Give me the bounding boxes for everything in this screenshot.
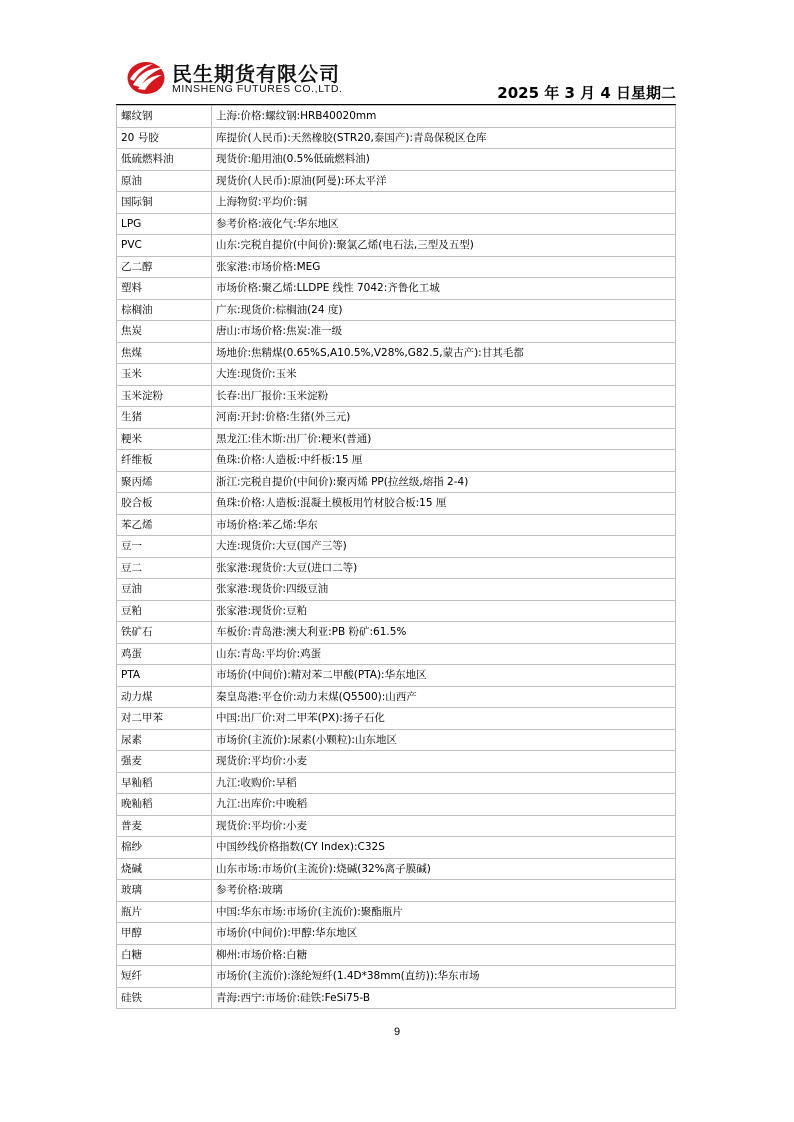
price-source-cell: 市场价(主流价):尿素(小颗粒):山东地区 — [212, 729, 676, 751]
table-row — [117, 557, 676, 579]
table-row — [117, 493, 676, 515]
commodity-name-cell: 胶合板 — [117, 493, 212, 515]
table-row — [117, 235, 676, 257]
table-row — [117, 106, 676, 128]
commodity-price-source-table — [116, 105, 676, 1009]
commodity-name-cell: 短纤 — [117, 966, 212, 988]
table-row — [117, 880, 676, 902]
commodity-name-cell: 动力煤 — [117, 686, 212, 708]
commodity-name-cell: 生猪 — [117, 407, 212, 429]
table-row — [117, 450, 676, 472]
commodity-name-cell: 硅铁 — [117, 987, 212, 1009]
price-source-cell: 上海:价格:螺纹钢:HRB40020mm — [212, 106, 676, 128]
commodity-name-cell: 甲醇 — [117, 923, 212, 945]
commodity-name-cell: 粳米 — [117, 428, 212, 450]
price-source-cell: 山东:完税自提价(中间价):聚氯乙烯(电石法,三型及五型) — [212, 235, 676, 257]
table-row — [117, 407, 676, 429]
price-source-cell: 山东:青岛:平均价:鸡蛋 — [212, 643, 676, 665]
table-row — [117, 600, 676, 622]
table-row — [117, 966, 676, 988]
price-source-cell: 长春:出厂报价:玉米淀粉 — [212, 385, 676, 407]
page-header — [116, 54, 676, 104]
table-row — [117, 278, 676, 300]
commodity-name-cell: 塑料 — [117, 278, 212, 300]
table-row — [117, 299, 676, 321]
price-source-cell: 车板价:青岛港:澳大利亚:PB 粉矿:61.5% — [212, 622, 676, 644]
price-source-cell: 青海:西宁:市场价:硅铁:FeSi75-B — [212, 987, 676, 1009]
table-row — [117, 514, 676, 536]
price-source-cell: 张家港:现货价:豆粕 — [212, 600, 676, 622]
price-source-cell: 唐山:市场价格:焦炭:准一级 — [212, 321, 676, 343]
price-source-cell: 广东:现货价:棕榈油(24 度) — [212, 299, 676, 321]
company-name-cn: 民生期货有限公司 — [172, 62, 340, 86]
price-source-cell: 现货价(人民币):原油(阿曼):环太平洋 — [212, 170, 676, 192]
price-source-cell: 张家港:现货价:大豆(进口二等) — [212, 557, 676, 579]
table-row — [117, 622, 676, 644]
table-row — [117, 321, 676, 343]
price-source-cell: 中国:华东市场:市场价(主流价):聚酯瓶片 — [212, 901, 676, 923]
price-source-cell: 市场价(主流价):涤纶短纤(1.4D*38mm(直纺)):华东市场 — [212, 966, 676, 988]
commodity-name-cell: PVC — [117, 235, 212, 257]
commodity-name-cell: 20 号胶 — [117, 127, 212, 149]
table-row — [117, 837, 676, 859]
commodity-name-cell: 低硫燃料油 — [117, 149, 212, 171]
table-row — [117, 471, 676, 493]
company-logo — [126, 56, 386, 100]
price-source-cell: 秦皇岛港:平仓价:动力末煤(Q5500):山西产 — [212, 686, 676, 708]
price-source-cell: 九江:收购价:早稻 — [212, 772, 676, 794]
commodity-name-cell: PTA — [117, 665, 212, 687]
price-source-cell: 市场价(中间价):精对苯二甲酸(PTA):华东地区 — [212, 665, 676, 687]
commodity-name-cell: 焦炭 — [117, 321, 212, 343]
price-source-cell: 黑龙江:佳木斯:出厂价:粳米(普通) — [212, 428, 676, 450]
price-source-cell: 九江:出库价:中晚稻 — [212, 794, 676, 816]
table-row — [117, 579, 676, 601]
table-row — [117, 772, 676, 794]
commodity-name-cell: 棉纱 — [117, 837, 212, 859]
table-row — [117, 149, 676, 171]
commodity-name-cell: 早籼稻 — [117, 772, 212, 794]
commodity-name-cell: 豆油 — [117, 579, 212, 601]
commodity-name-cell: 棕榈油 — [117, 299, 212, 321]
price-source-cell: 山东市场:市场价(主流价):烧碱(32%离子膜碱) — [212, 858, 676, 880]
commodity-name-cell: 焦煤 — [117, 342, 212, 364]
price-source-cell: 市场价格:苯乙烯:华东 — [212, 514, 676, 536]
price-source-cell: 现货价:平均价:小麦 — [212, 815, 676, 837]
commodity-name-cell: 苯乙烯 — [117, 514, 212, 536]
price-source-cell: 现货价:平均价:小麦 — [212, 751, 676, 773]
price-source-cell: 库提价(人民币):天然橡胶(STR20,泰国产):青岛保税区仓库 — [212, 127, 676, 149]
table-row — [117, 987, 676, 1009]
table-row — [117, 536, 676, 558]
commodity-name-cell: 鸡蛋 — [117, 643, 212, 665]
price-source-cell: 参考价格:液化气:华东地区 — [212, 213, 676, 235]
minsheng-logo-icon — [126, 58, 166, 96]
price-source-cell: 现货价:船用油(0.5%低硫燃料油) — [212, 149, 676, 171]
price-source-cell: 上海物贸:平均价:铜 — [212, 192, 676, 214]
commodity-name-cell: 铁矿石 — [117, 622, 212, 644]
price-source-cell: 张家港:市场价格:MEG — [212, 256, 676, 278]
report-date: 2025 年 3 月 4 日星期二 — [497, 84, 676, 102]
commodity-name-cell: 豆粕 — [117, 600, 212, 622]
price-source-cell: 柳州:市场价格:白糖 — [212, 944, 676, 966]
price-source-cell: 中国:出厂价:对二甲苯(PX):扬子石化 — [212, 708, 676, 730]
table-row — [117, 342, 676, 364]
commodity-name-cell: 烧碱 — [117, 858, 212, 880]
table-row — [117, 729, 676, 751]
price-source-cell: 参考价格:玻璃 — [212, 880, 676, 902]
commodity-name-cell: 尿素 — [117, 729, 212, 751]
price-source-cell: 张家港:现货价:四级豆油 — [212, 579, 676, 601]
table-row — [117, 708, 676, 730]
commodity-name-cell: 对二甲苯 — [117, 708, 212, 730]
commodity-name-cell: 玉米淀粉 — [117, 385, 212, 407]
commodity-name-cell: 乙二醇 — [117, 256, 212, 278]
commodity-name-cell: 玻璃 — [117, 880, 212, 902]
table-row — [117, 901, 676, 923]
commodity-name-cell: 强麦 — [117, 751, 212, 773]
commodity-name-cell: 普麦 — [117, 815, 212, 837]
commodity-name-cell: 聚丙烯 — [117, 471, 212, 493]
commodity-name-cell: 白糖 — [117, 944, 212, 966]
table-row — [117, 256, 676, 278]
price-source-cell: 鱼珠:价格:人造板:混凝土模板用竹材胶合板:15 厘 — [212, 493, 676, 515]
page-number: 9 — [393, 1026, 401, 1038]
price-source-cell: 市场价(中间价):甲醇:华东地区 — [212, 923, 676, 945]
table-row — [117, 192, 676, 214]
commodity-name-cell: 玉米 — [117, 364, 212, 386]
price-source-cell: 大连:现货价:玉米 — [212, 364, 676, 386]
table-row — [117, 794, 676, 816]
table-row — [117, 686, 676, 708]
table-row — [117, 665, 676, 687]
commodity-name-cell: 螺纹钢 — [117, 106, 212, 128]
table-row — [117, 364, 676, 386]
commodity-name-cell: 纤维板 — [117, 450, 212, 472]
table-body — [117, 106, 676, 1009]
table-row — [117, 170, 676, 192]
commodity-name-cell: 国际铜 — [117, 192, 212, 214]
table-row — [117, 643, 676, 665]
price-source-cell: 场地价:焦精煤(0.65%S,A10.5%,V28%,G82.5,蒙古产):甘其毛都 — [212, 342, 676, 364]
commodity-name-cell: 原油 — [117, 170, 212, 192]
commodity-name-cell: LPG — [117, 213, 212, 235]
table-row — [117, 815, 676, 837]
commodity-name-cell: 豆一 — [117, 536, 212, 558]
table-row — [117, 751, 676, 773]
table-row — [117, 213, 676, 235]
table-row — [117, 858, 676, 880]
price-source-cell: 鱼珠:价格:人造板:中纤板:15 厘 — [212, 450, 676, 472]
table-row — [117, 127, 676, 149]
company-name-en: MINSHENG FUTURES CO.,LTD. — [172, 83, 343, 95]
commodity-name-cell: 豆二 — [117, 557, 212, 579]
commodity-name-cell: 晚籼稻 — [117, 794, 212, 816]
price-source-cell: 中国纱线价格指数(CY Index):C32S — [212, 837, 676, 859]
price-source-cell: 市场价格:聚乙烯:LLDPE 线性 7042:齐鲁化工城 — [212, 278, 676, 300]
price-source-cell: 大连:现货价:大豆(国产三等) — [212, 536, 676, 558]
table-row — [117, 428, 676, 450]
table-row — [117, 944, 676, 966]
price-source-cell: 河南:开封:价格:生猪(外三元) — [212, 407, 676, 429]
price-source-cell: 浙江:完税自提价(中间价):聚丙烯 PP(拉丝级,熔指 2-4) — [212, 471, 676, 493]
table-row — [117, 923, 676, 945]
table-row — [117, 385, 676, 407]
commodity-name-cell: 瓶片 — [117, 901, 212, 923]
